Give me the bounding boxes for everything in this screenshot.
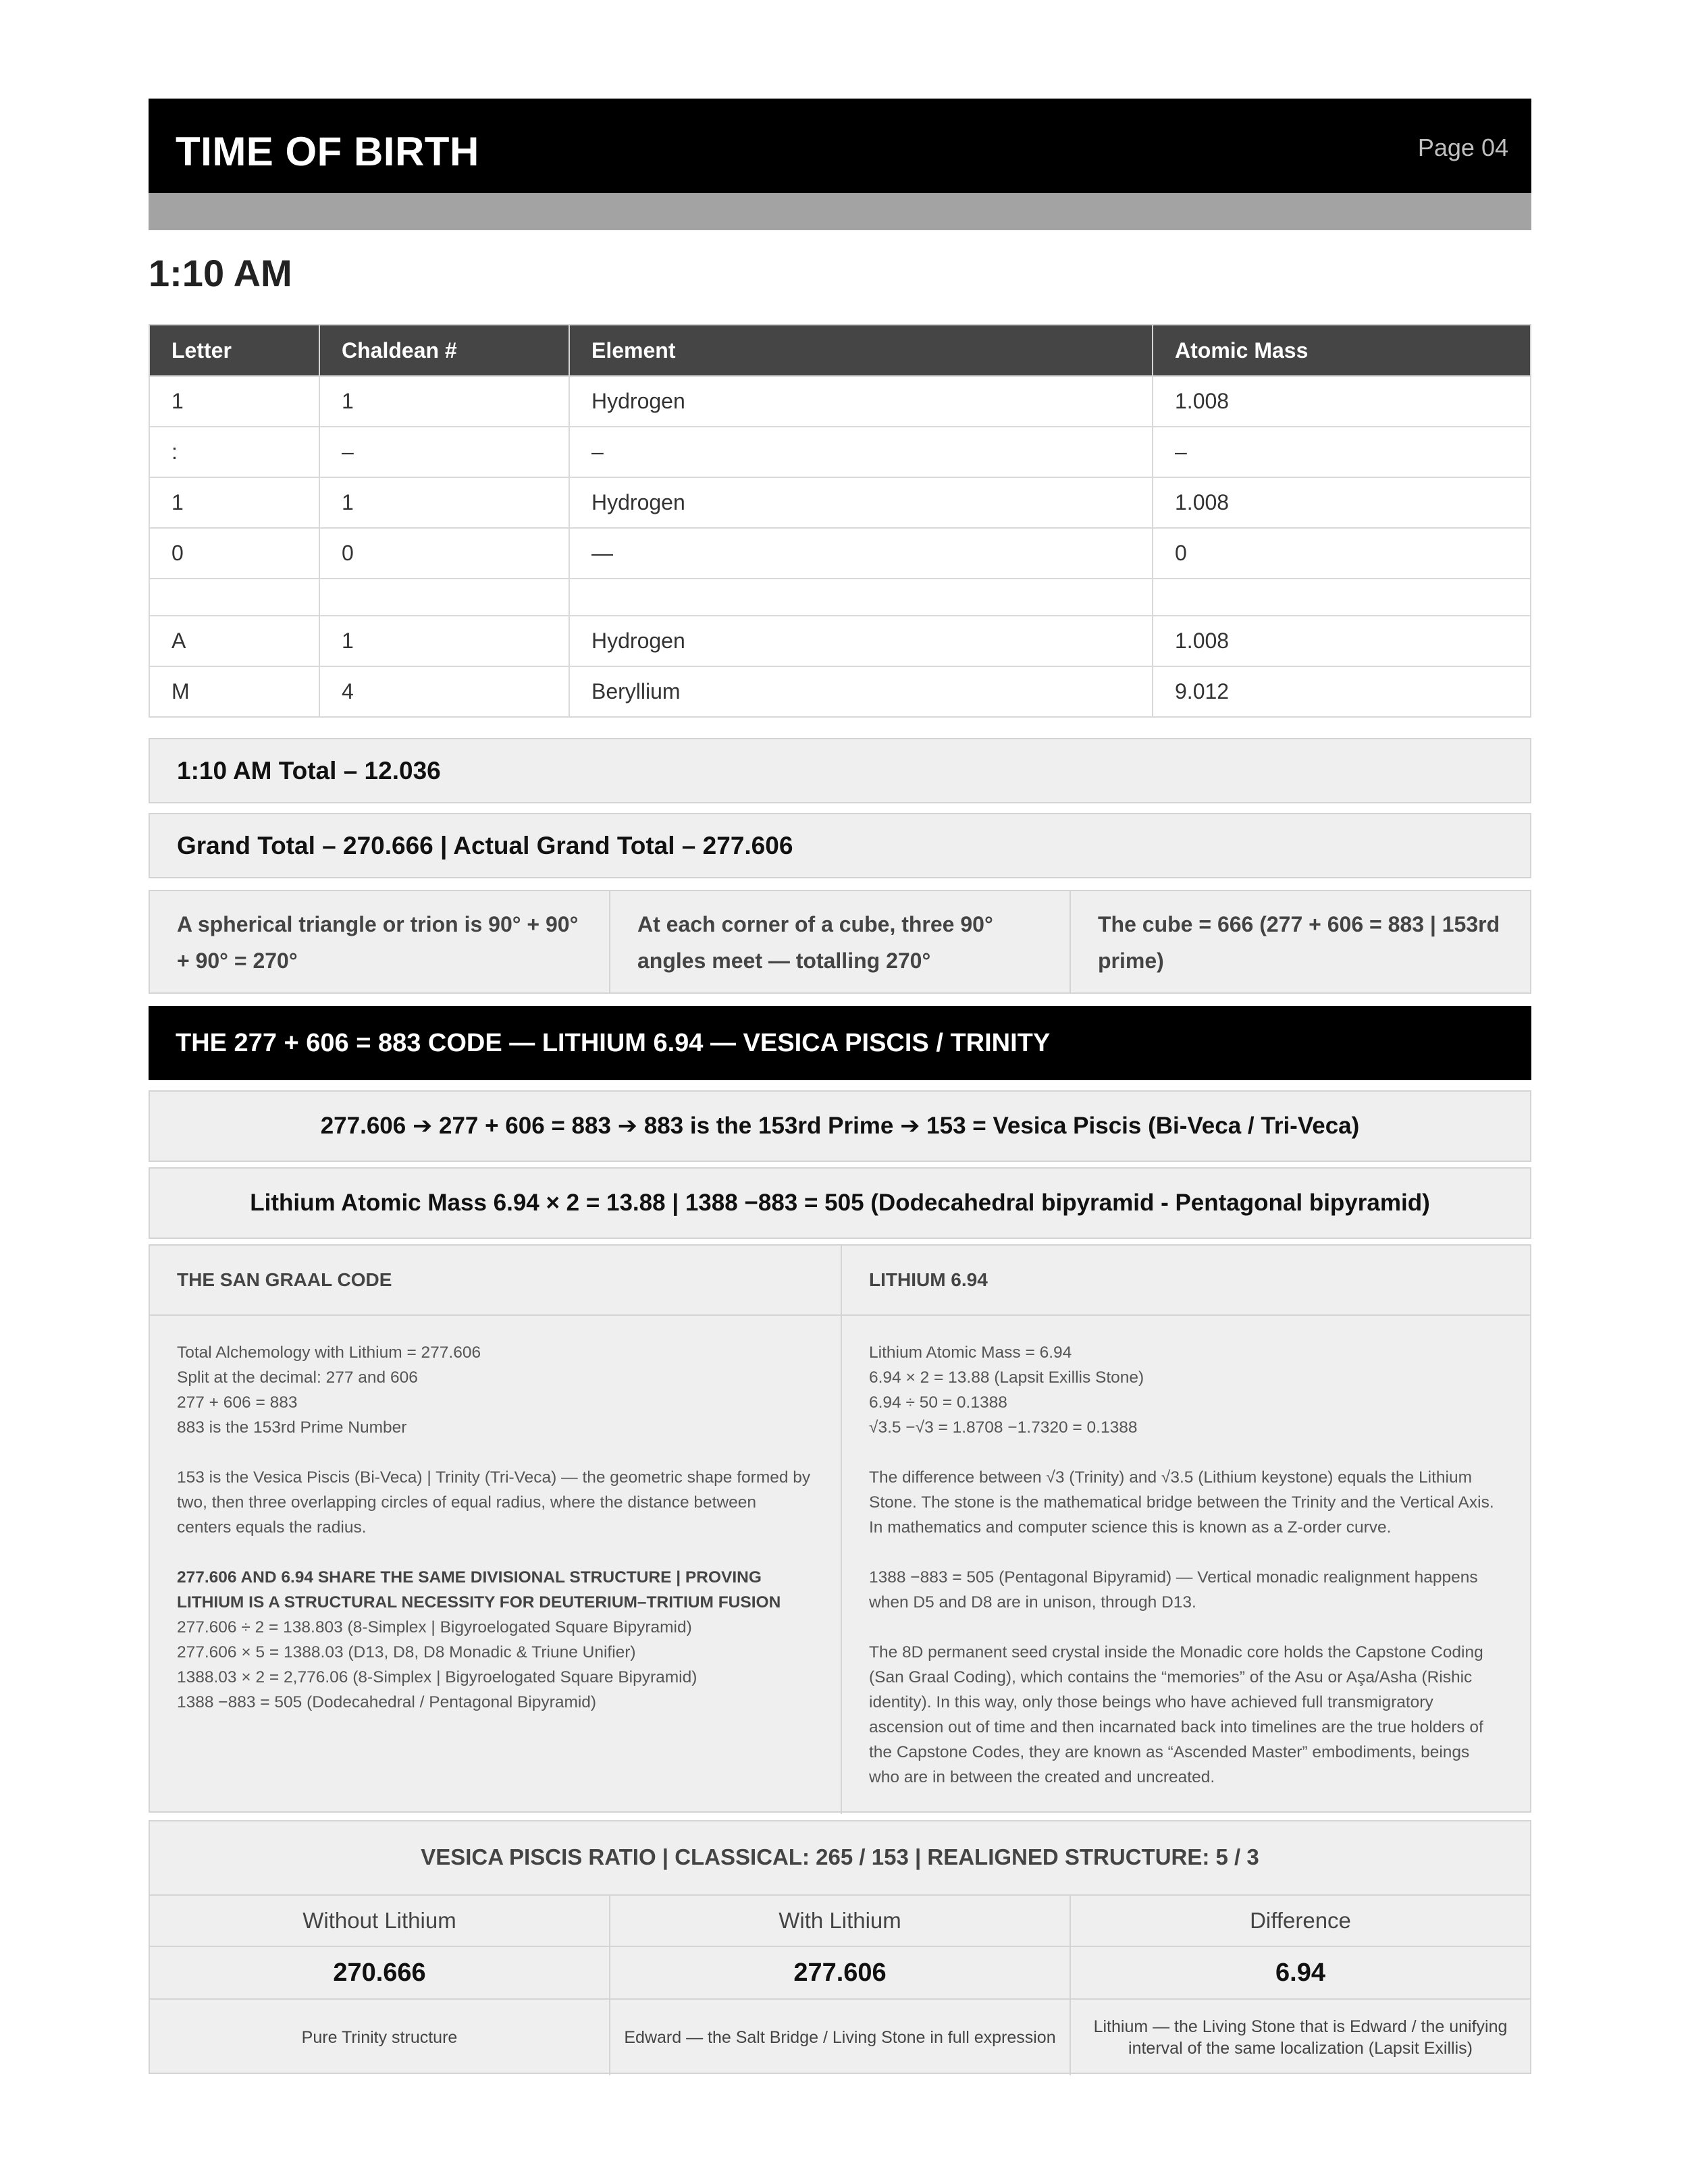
cell-element: – <box>569 427 1153 477</box>
text-line: Total Alchemology with Lithium = 277.606 <box>177 1343 481 1362</box>
code-banner: THE 277 + 606 = 883 CODE — LITHIUM 6.94 — VESICA PISCIS / TRINITY <box>149 1006 1531 1080</box>
table-row <box>149 376 1531 427</box>
letter-table <box>149 324 1531 718</box>
cell-chaldean: 4 <box>319 666 569 717</box>
ratio-value: 6.94 <box>1275 1959 1325 1987</box>
cell-chaldean: – <box>319 427 569 477</box>
san-graal-heading: THE SAN GRAAL CODE <box>150 1246 842 1314</box>
ratio-value: 277.606 <box>610 1947 1071 1998</box>
vesica-paragraph: 153 is the Vesica Piscis (Bi-Veca) | Trinity (Tri-Veca) — the geometric shape formed by two, then three overlapping circles of equal radius, where the distance between centers equals the radius. <box>177 1468 811 1537</box>
column-header-chaldean: Chaldean # <box>319 325 569 376</box>
cube-corner-note: At each corner of a cube, three 90° angles meet — totalling 270° <box>610 891 1071 992</box>
cell-atomic-mass: 1.008 <box>1153 616 1531 666</box>
text-line: √3.5 −√3 = 1.8708 −1.7320 = 0.1388 <box>869 1418 1138 1437</box>
ratio-labels-row <box>150 1896 1530 1947</box>
cell-atomic-mass <box>1153 579 1531 616</box>
seed-crystal-paragraph: The 8D permanent seed crystal inside the Monadic core holds the Capstone Coding (San Graal Coding), which contains the “memories” of the Asu or Aşa/Asha (Rishic identity). In this way, only those beings who have achieved full transmigratory ascension out of time and then incarnated back into timelines are the true holders of the Capstone Codes, they are known as “Ascended Master” embodiments, beings who are in between the created and uncreated. <box>869 1643 1483 1786</box>
cube-666-note: The cube = 666 (277 + 606 = 883 | 153rd prime) <box>1098 912 1500 973</box>
cell-element: — <box>569 528 1153 579</box>
text-line: 277 + 606 = 883 <box>177 1393 298 1412</box>
time-total: 1:10 AM Total – 12.036 <box>149 738 1531 803</box>
ratio-label: Without Lithium <box>150 1896 610 1946</box>
ratio-title: VESICA PISCIS RATIO | CLASSICAL: 265 / 153 | REALIGNED STRUCTURE: 5 / 3 <box>150 1821 1530 1896</box>
cell-element: Hydrogen <box>569 376 1153 427</box>
ratio-note: Lithium — the Living Stone that is Edward / the unifying interval of the same localization (Lapsit Exillis) <box>1093 2017 1508 2058</box>
ratio-label: Difference <box>1250 1908 1351 1933</box>
time-heading: 1:10 AM <box>149 252 292 294</box>
cell-atomic-mass: 1.008 <box>1153 477 1531 528</box>
triangle-notes-row <box>149 890 1531 994</box>
text-line: Split at the decimal: 277 and 606 <box>177 1368 418 1387</box>
ratio-note: Pure Trinity structure <box>150 2000 610 2075</box>
text-line: 1388.03 × 2 = 2,776.06 (8-Simplex | Bigyroelogated Square Bipyramid) <box>177 1668 697 1686</box>
cell-element: Beryllium <box>569 666 1153 717</box>
column-header-element: Element <box>569 325 1153 376</box>
ratio-value: 270.666 <box>150 1947 610 1998</box>
pentagonal-paragraph: 1388 −883 = 505 (Pentagonal Bipyramid) — Vertical monadic realignment happens when D5 and D8 are in unison, through D13. <box>869 1568 1478 1612</box>
cell-atomic-mass: – <box>1153 427 1531 477</box>
table-header-row <box>149 325 1531 376</box>
table-row-empty <box>149 579 1531 616</box>
san-graal-column <box>150 1316 842 1814</box>
text-line: 883 is the 153rd Prime Number <box>177 1418 407 1437</box>
text-line: Lithium Atomic Mass = 6.94 <box>869 1343 1072 1362</box>
cell-chaldean: 1 <box>319 376 569 427</box>
table-row <box>149 427 1531 477</box>
column-header-letter: Letter <box>149 325 319 376</box>
header-divider-bar <box>149 193 1531 230</box>
ratio-label: With Lithium <box>610 1896 1071 1946</box>
lithium-heading: LITHIUM 6.94 <box>869 1269 988 1290</box>
cell-atomic-mass: 1.008 <box>1153 376 1531 427</box>
ratio-notes-row <box>150 2000 1530 2075</box>
cell-atomic-mass: 0 <box>1153 528 1531 579</box>
text-line: 277.606 × 5 = 1388.03 (D13, D8, D8 Monadic & Triune Unifier) <box>177 1643 636 1661</box>
grand-total: Grand Total – 270.666 | Actual Grand Total – 277.606 <box>149 813 1531 878</box>
table-row <box>149 666 1531 717</box>
cell-letter: M <box>149 666 319 717</box>
table-row <box>149 528 1531 579</box>
table-row <box>149 616 1531 666</box>
cell-chaldean: 1 <box>319 616 569 666</box>
cell-letter: 0 <box>149 528 319 579</box>
cell-letter: 1 <box>149 376 319 427</box>
cell-element: Hydrogen <box>569 616 1153 666</box>
ratio-note: Edward — the Salt Bridge / Living Stone in full expression <box>610 2000 1071 2075</box>
cell-chaldean: 0 <box>319 528 569 579</box>
cell-element <box>569 579 1153 616</box>
page-title: TIME OF BIRTH <box>176 129 479 174</box>
cell-element: Hydrogen <box>569 477 1153 528</box>
prime-chain-line: 277.606 ➔ 277 + 606 = 883 ➔ 883 is the 153rd Prime ➔ 153 = Vesica Piscis (Bi-Veca / Tri-Veca) <box>149 1090 1531 1162</box>
lithium-stone-paragraph: The difference between √3 (Trinity) and √3.5 (Lithium keystone) equals the Lithium Stone. The stone is the mathematical bridge between the Trinity and the Vertical Axis. In mathematics and computer science this is known as a Z-order curve. <box>869 1468 1494 1537</box>
cell-chaldean: 1 <box>319 477 569 528</box>
page-number: Page 04 <box>1417 134 1508 161</box>
ratio-values-row <box>150 1947 1530 2000</box>
text-line: 277.606 ÷ 2 = 138.803 (8-Simplex | Bigyroelogated Square Bipyramid) <box>177 1618 692 1636</box>
text-line: 6.94 × 2 = 13.88 (Lapsit Exillis Stone) <box>869 1368 1144 1387</box>
san-graal-section <box>149 1244 1531 1813</box>
text-line: 6.94 ÷ 50 = 0.1388 <box>869 1393 1007 1412</box>
section-headings <box>150 1246 1530 1316</box>
vesica-ratio-section <box>149 1820 1531 2074</box>
cell-letter <box>149 579 319 616</box>
column-header-atomic-mass: Atomic Mass <box>1153 325 1531 376</box>
cell-letter: A <box>149 616 319 666</box>
cell-letter: : <box>149 427 319 477</box>
lithium-mass-line: Lithium Atomic Mass 6.94 × 2 = 13.88 | 1388 −883 = 505 (Dodecahedral bipyramid - Pentagonal bipyramid) <box>149 1167 1531 1239</box>
divisional-structure-heading: 277.606 AND 6.94 SHARE THE SAME DIVISIONAL STRUCTURE | PROVING LITHIUM IS A STRUCTURAL NECESSITY FOR DEUTERIUM–TRITIUM FUSION <box>177 1568 781 1612</box>
cell-chaldean <box>319 579 569 616</box>
text-line: 1388 −883 = 505 (Dodecahedral / Pentagonal Bipyramid) <box>177 1693 597 1711</box>
page-header <box>149 99 1531 193</box>
cell-atomic-mass: 9.012 <box>1153 666 1531 717</box>
triangle-note: A spherical triangle or trion is 90° + 90° + 90° = 270° <box>150 891 610 992</box>
cell-letter: 1 <box>149 477 319 528</box>
lithium-column <box>842 1316 1530 1814</box>
table-row <box>149 477 1531 528</box>
